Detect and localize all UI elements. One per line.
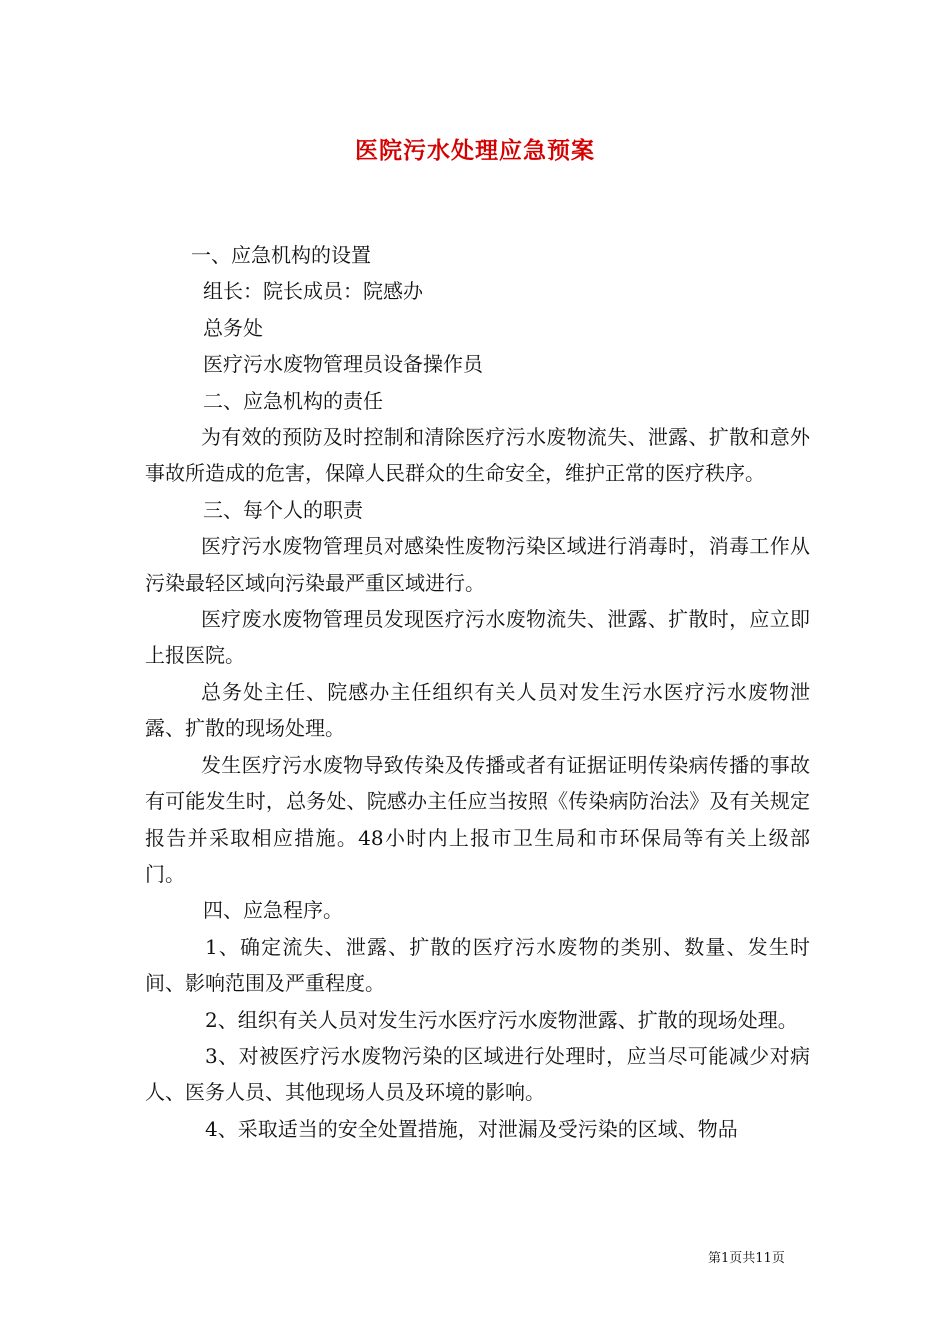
paragraph: 1、确定流失、泄露、扩散的医疗污水废物的类别、数量、发生时间、影响范围及严重程度。 [145, 934, 810, 996]
paragraph: 医疗污水废物管理员设备操作员 [203, 352, 483, 377]
paragraph: 一、应急机构的设置 [191, 243, 371, 267]
paragraph: 组长：院长成员：院感办 [203, 279, 423, 304]
document-title: 医院污水处理应急预案 [355, 137, 595, 164]
paragraph: 4、采取适当的安全处置措施，对泄漏及受污染的区域、物品 [205, 1116, 738, 1141]
paragraph: 3、对被医疗污水废物污染的区域进行处理时，应当尽可能减少对病人、医务人员、其他现场人员及环境的影响。 [145, 1043, 810, 1105]
paragraph: 医疗污水废物管理员对感染性废物污染区域进行消毒时，消毒工作从污染最轻区域向污染最严重区域进行。 [145, 534, 810, 595]
paragraph: 发生医疗污水废物导致传染及传播或者有证据证明传染病传播的事故有可能发生时，总务处、院感办主任应当按照《传染病防治法》及有关规定报告并采取相应措施。48小时内上报市卫生局和市环保局等有关上级部门。 [145, 752, 810, 886]
paragraph: 二、应急机构的责任 [203, 388, 383, 413]
paragraph: 为有效的预防及时控制和清除医疗污水废物流失、泄露、扩散和意外事故所造成的危害，保障人民群众的生命安全，维护正常的医疗秩序。 [145, 425, 810, 486]
paragraph: 医疗废水废物管理员发现医疗污水废物流失、泄露、扩散时，应立即上报医院。 [145, 607, 810, 668]
paragraph: 总务处主任、院感办主任组织有关人员对发生污水医疗污水废物泄露、扩散的现场处理。 [145, 679, 810, 741]
document-body [145, 237, 810, 1147]
page-number: 第1页共11页 [708, 1251, 785, 1266]
paragraph: 三、每个人的职责 [203, 497, 363, 522]
paragraph: 总务处 [203, 315, 263, 340]
paragraph: 四、应急程序。 [203, 898, 343, 923]
paragraph: 2、组织有关人员对发生污水医疗污水废物泄露、扩散的现场处理。 [205, 1007, 798, 1032]
